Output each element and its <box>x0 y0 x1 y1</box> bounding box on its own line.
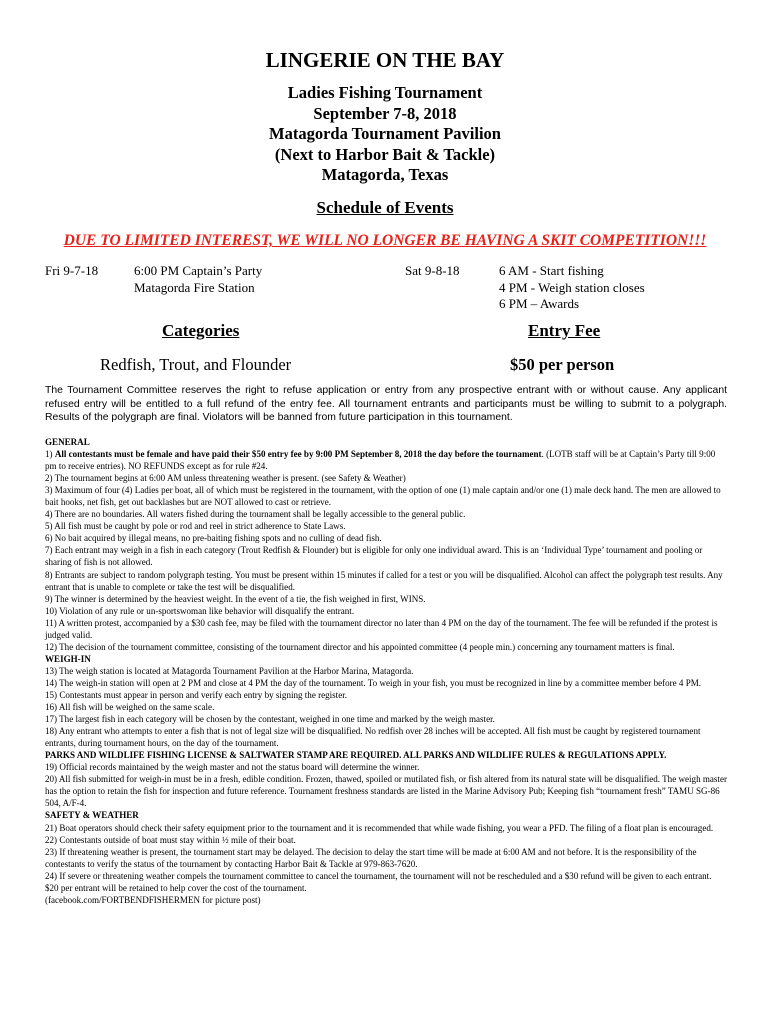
event-details <box>0 83 770 186</box>
rule-7: 7) Each entrant may weigh in a fish in each category (Trout Redfish & Flounder) but is eligible for only one individual award. This is an ‘Individual Type’ tournament and pooling or sharing of fish is not allowed. <box>45 545 703 568</box>
day2-events <box>499 263 645 313</box>
rule-5: 5) All fish must be caught by pole or rod and reel in strict adherence to State Laws. <box>45 521 346 532</box>
rule-23: 23) If threatening weather is present, the tournament start may be delayed. The decision to delay the start time will be made at 6:00 AM and not before. It is the responsibility of the contestants to verify the status of the tournament by contacting Harbor Bait & Tackle at 979-863-7620. <box>45 846 697 869</box>
rule-1 <box>45 448 727 472</box>
rule-15: 15) Contestants must appear in person and verify each entry by signing the register. <box>45 689 347 700</box>
entry-fee-value: $50 per person <box>510 355 615 374</box>
rule-4: 4) There are no boundaries. All waters fished during the tournament shall be legally accessible to the general public. <box>45 509 466 520</box>
categories-value: Redfish, Trout, and Flounder <box>100 355 292 374</box>
rule-1-number: 1) <box>45 449 55 460</box>
rule-14: 14) The weigh-in station will open at 2 PM and close at 4 PM the day of the tournament. To weigh in your fish, you must be recognized in line by a committee member before 4 PM. <box>45 677 702 688</box>
committee-statement: The Tournament Committee reserves the right to refuse application or entry from any prospective entrant with or without cause. Any applicant refused entry will be entitled to a full refund of the entry fee. All tournament entrants and participants must be willing to submit to a polygraph. Results of the polygraph are final. Violators will be banned from future participation in this tournament. <box>45 385 727 424</box>
rule-3: 3) Maximum of four (4) Ladies per boat, all of which must be registered in the tournament, with the option of one (1) male captain and/or one (1) male deck hand. The men are allowed to bait hooks, net fish, get out backlashes but are NOT allowed to cast or retrieve. <box>45 485 721 508</box>
rule-22: 22) Contestants outside of boat must stay within ½ mile of their boat. <box>45 834 296 845</box>
rule-2: 2) The tournament begins at 6:00 AM unless threatening weather is present. (see Safety & Weather) <box>45 473 406 484</box>
day2-event: 6 AM - Start fishing <box>499 263 604 278</box>
event-city: Matagorda, Texas <box>321 165 449 184</box>
parks-wildlife-heading: PARKS AND WILDLIFE FISHING LICENSE & SALTWATER STAMP ARE REQUIRED. ALL PARKS AND WILDLIFE RULES & REGULATIONS APPLY. <box>45 750 667 761</box>
rule-19: 19) Official records maintained by the weigh master and not the status board will determine the winner. <box>45 762 420 773</box>
day1-event: Matagorda Fire Station <box>134 279 255 295</box>
day1-events <box>134 263 262 296</box>
rule-11: 11) A written protest, accompanied by a $30 cash fee, may be filed with the tournament director no later than 4 PM on the day of the tournament. The fee will be refunded if the protest is judged valid. <box>45 617 718 640</box>
facebook-note: (facebook.com/FORTBENDFISHERMEN for picture post) <box>45 894 261 905</box>
day2-date: Sat 9-8-18 <box>405 263 460 278</box>
entry-fee-heading: Entry Fee <box>528 321 601 340</box>
day1-date: Fri 9-7-18 <box>45 263 99 278</box>
tournament-rules <box>45 436 727 906</box>
rule-6: 6) No bait acquired by illegal means, no pre-baiting fishing spots and no culling of dead fish. <box>45 533 382 544</box>
event-venue-note: (Next to Harbor Bait & Tackle) <box>274 144 496 164</box>
rule-1-rest: . (LOTB staff will be at Captain’s Party till 9:00 pm to receive entries). NO REFUNDS except as for rule #24. <box>45 449 716 472</box>
rule-1-bold: All contestants must be female and have paid their $50 entry fee by 9:00 PM September 8, 2018 the day before the tournament <box>54 449 542 460</box>
rule-12: 12) The decision of the tournament committee, consisting of the tournament director and his appointed committee (4 people min.) concerning any tournament matters is final. <box>45 641 675 652</box>
rule-17: 17) The largest fish in each category will be chosen by the contestant, weighed in one time and marked by the weigh master. <box>45 714 495 725</box>
rule-9: 9) The winner is determined by the heaviest weight. In the event of a tie, the fish weighed in first, WINS. <box>45 593 426 604</box>
day1-event: 6:00 PM Captain’s Party <box>134 263 263 278</box>
weigh-in-heading: WEIGH-IN <box>45 653 91 664</box>
day2-event: 6 PM – Awards <box>499 296 580 311</box>
event-venue: Matagorda Tournament Pavilion <box>269 124 501 143</box>
safety-weather-heading: SAFETY & WEATHER <box>45 810 139 821</box>
rule-18: 18) Any entrant who attempts to enter a fish that is not of legal size will be disqualified. No redfish over 28 inches will be accepted. All fish must be caught by registered tournament entrants, during tournament hours, on the day of the tournament. <box>45 726 701 749</box>
schedule-heading: Schedule of Events <box>316 198 454 217</box>
skit-notice: DUE TO LIMITED INTEREST, WE WILL NO LONGER BE HAVING A SKIT COMPETITION!!! <box>63 232 707 249</box>
rule-24: 24) If severe or threatening weather compels the tournament committee to cancel the tournament, the tournament will not be rescheduled and a $30 refund will be given to each entrant. $20 per entrant will be retained to help cover the cost of the tournament. <box>45 870 712 893</box>
categories-heading: Categories <box>162 321 240 340</box>
event-dates: September 7-8, 2018 <box>313 103 457 123</box>
rule-13: 13) The weigh station is located at Matagorda Tournament Pavilion at the Harbor Marina, Matagorda. <box>45 665 414 676</box>
rule-10: 10) Violation of any rule or un-sportswoman like behavior will disqualify the entrant. <box>45 605 355 616</box>
rule-8: 8) Entrants are subject to random polygraph testing. You must be present within 15 minutes if called for a test or you will be disqualified. Alcohol can affect the polygraph test results. Any entrant that is unable to complete or take the test will be disqualified. <box>45 569 723 592</box>
rule-20: 20) All fish submitted for weigh-in must be in a fresh, edible condition. Frozen, thawed, spoiled or mutilated fish, or fish altered from its natural state will be disqualified. The weigh master has the option to retain the fish for inspection and future reference. Tournament freshness standards are listed in the Marine Advisory Pub; Keeping fish “tournament fresh” TAMU SG-86 504, A/F-4. <box>45 774 727 809</box>
rule-21: 21) Boat operators should check their safety equipment prior to the tournament and it is recommended that while wade fishing, you wear a PFD. The filing of a float plan is encouraged. <box>45 822 714 833</box>
document-title: LINGERIE ON THE BAY <box>265 48 505 72</box>
day2-event: 4 PM - Weigh station closes <box>499 279 645 295</box>
event-name: Ladies Fishing Tournament <box>287 83 483 102</box>
general-heading: GENERAL <box>45 437 90 447</box>
rule-16: 16) All fish will be weighed on the same scale. <box>45 702 215 713</box>
